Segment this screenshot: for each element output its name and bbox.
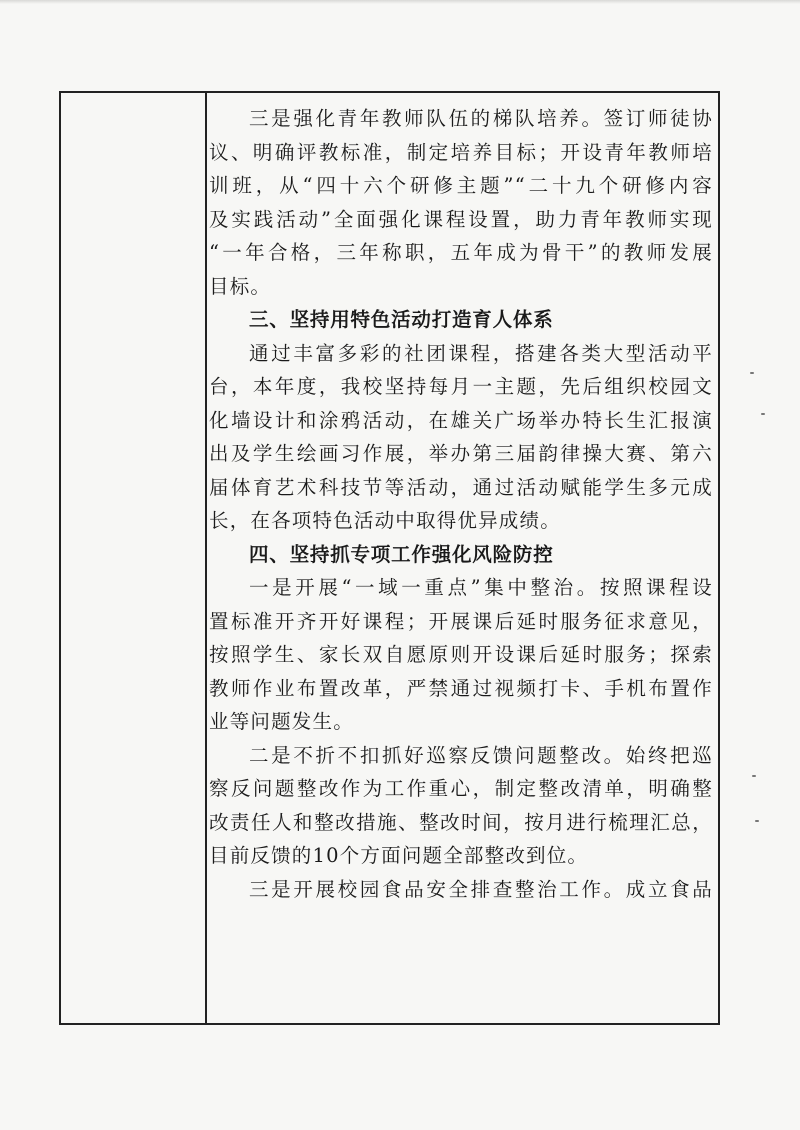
text-line: 台，本年度，我校坚持每月一主题，先后组织校园文: [209, 375, 713, 398]
paragraph-activities: [209, 337, 713, 538]
text-line: 出及学生绘画习作展，举办第三届韵律操大赛、第六: [209, 442, 713, 465]
text-line: 三是开展校园食品安全排查整治工作。成立食品: [249, 877, 713, 901]
text-line: 训班，从“四十六个研修主题”“二十九个研修内容: [209, 174, 713, 197]
document-body: [209, 102, 713, 906]
text-line: 目标。: [209, 274, 272, 298]
table-column-divider: [205, 93, 207, 1023]
text-line: 教师作业布置改革，严禁通过视频打卡、手机布置作: [209, 676, 713, 700]
text-line: 按照学生、家长双自愿原则开设课后延时服务；探索: [209, 643, 713, 666]
text-line: 目前反馈的10个方面问题全部整改到位。: [209, 844, 589, 867]
text-line: 通过丰富多彩的社团课程，搭建各类大型活动平: [249, 341, 713, 365]
text-line: 二是不折不扣抓好巡察反馈问题整改。始终把巡: [249, 743, 713, 767]
scan-speck: [750, 372, 754, 374]
text-line: 一是开展“一域一重点”集中整治。按照课程设: [249, 576, 713, 599]
page-top-edge: [0, 0, 800, 4]
text-line: 及实践活动”全面强化课程设置，助力青年教师实现: [209, 207, 713, 231]
paragraph-focus-rectification: [209, 571, 713, 739]
scan-speck: [755, 820, 759, 822]
section-heading-risk-control: 四、坚持抓专项工作强化风险防控: [249, 542, 554, 566]
paragraph-inspection-feedback: [209, 739, 713, 873]
text-line: 长，在各项特色活动中取得优异成绩。: [209, 509, 561, 532]
scan-speck: [752, 775, 756, 777]
text-line: 察反问题整改作为工作重心，制定整改清单，明确整: [209, 777, 713, 800]
text-line: 届体育艺术科技节等活动，通过活动赋能学生多元成: [209, 475, 713, 499]
scan-speck: [761, 413, 765, 415]
text-line: 置标准开齐开好课程；开展课后延时服务征求意见，: [209, 609, 713, 633]
text-line: “一年合格，三年称职，五年成为骨干”的教师发展: [209, 241, 713, 264]
text-line: 议、明确评教标准，制定培养目标；开设青年教师培: [209, 140, 713, 164]
text-line: 改责任人和整改措施、整改时间，按月进行梳理汇总，: [209, 810, 713, 834]
paragraph-young-teachers: [209, 102, 713, 303]
text-line: 业等问题发生。: [209, 710, 354, 733]
text-line: 化墙设计和涂鸦活动，在雄关广场举办特长生汇报演: [209, 408, 713, 432]
paragraph-food-safety: [209, 873, 713, 907]
section-heading-activities: 三、坚持用特色活动打造育人体系: [249, 308, 554, 331]
text-line: 三是强化青年教师队伍的梯队培养。签订师徒协: [249, 107, 713, 130]
